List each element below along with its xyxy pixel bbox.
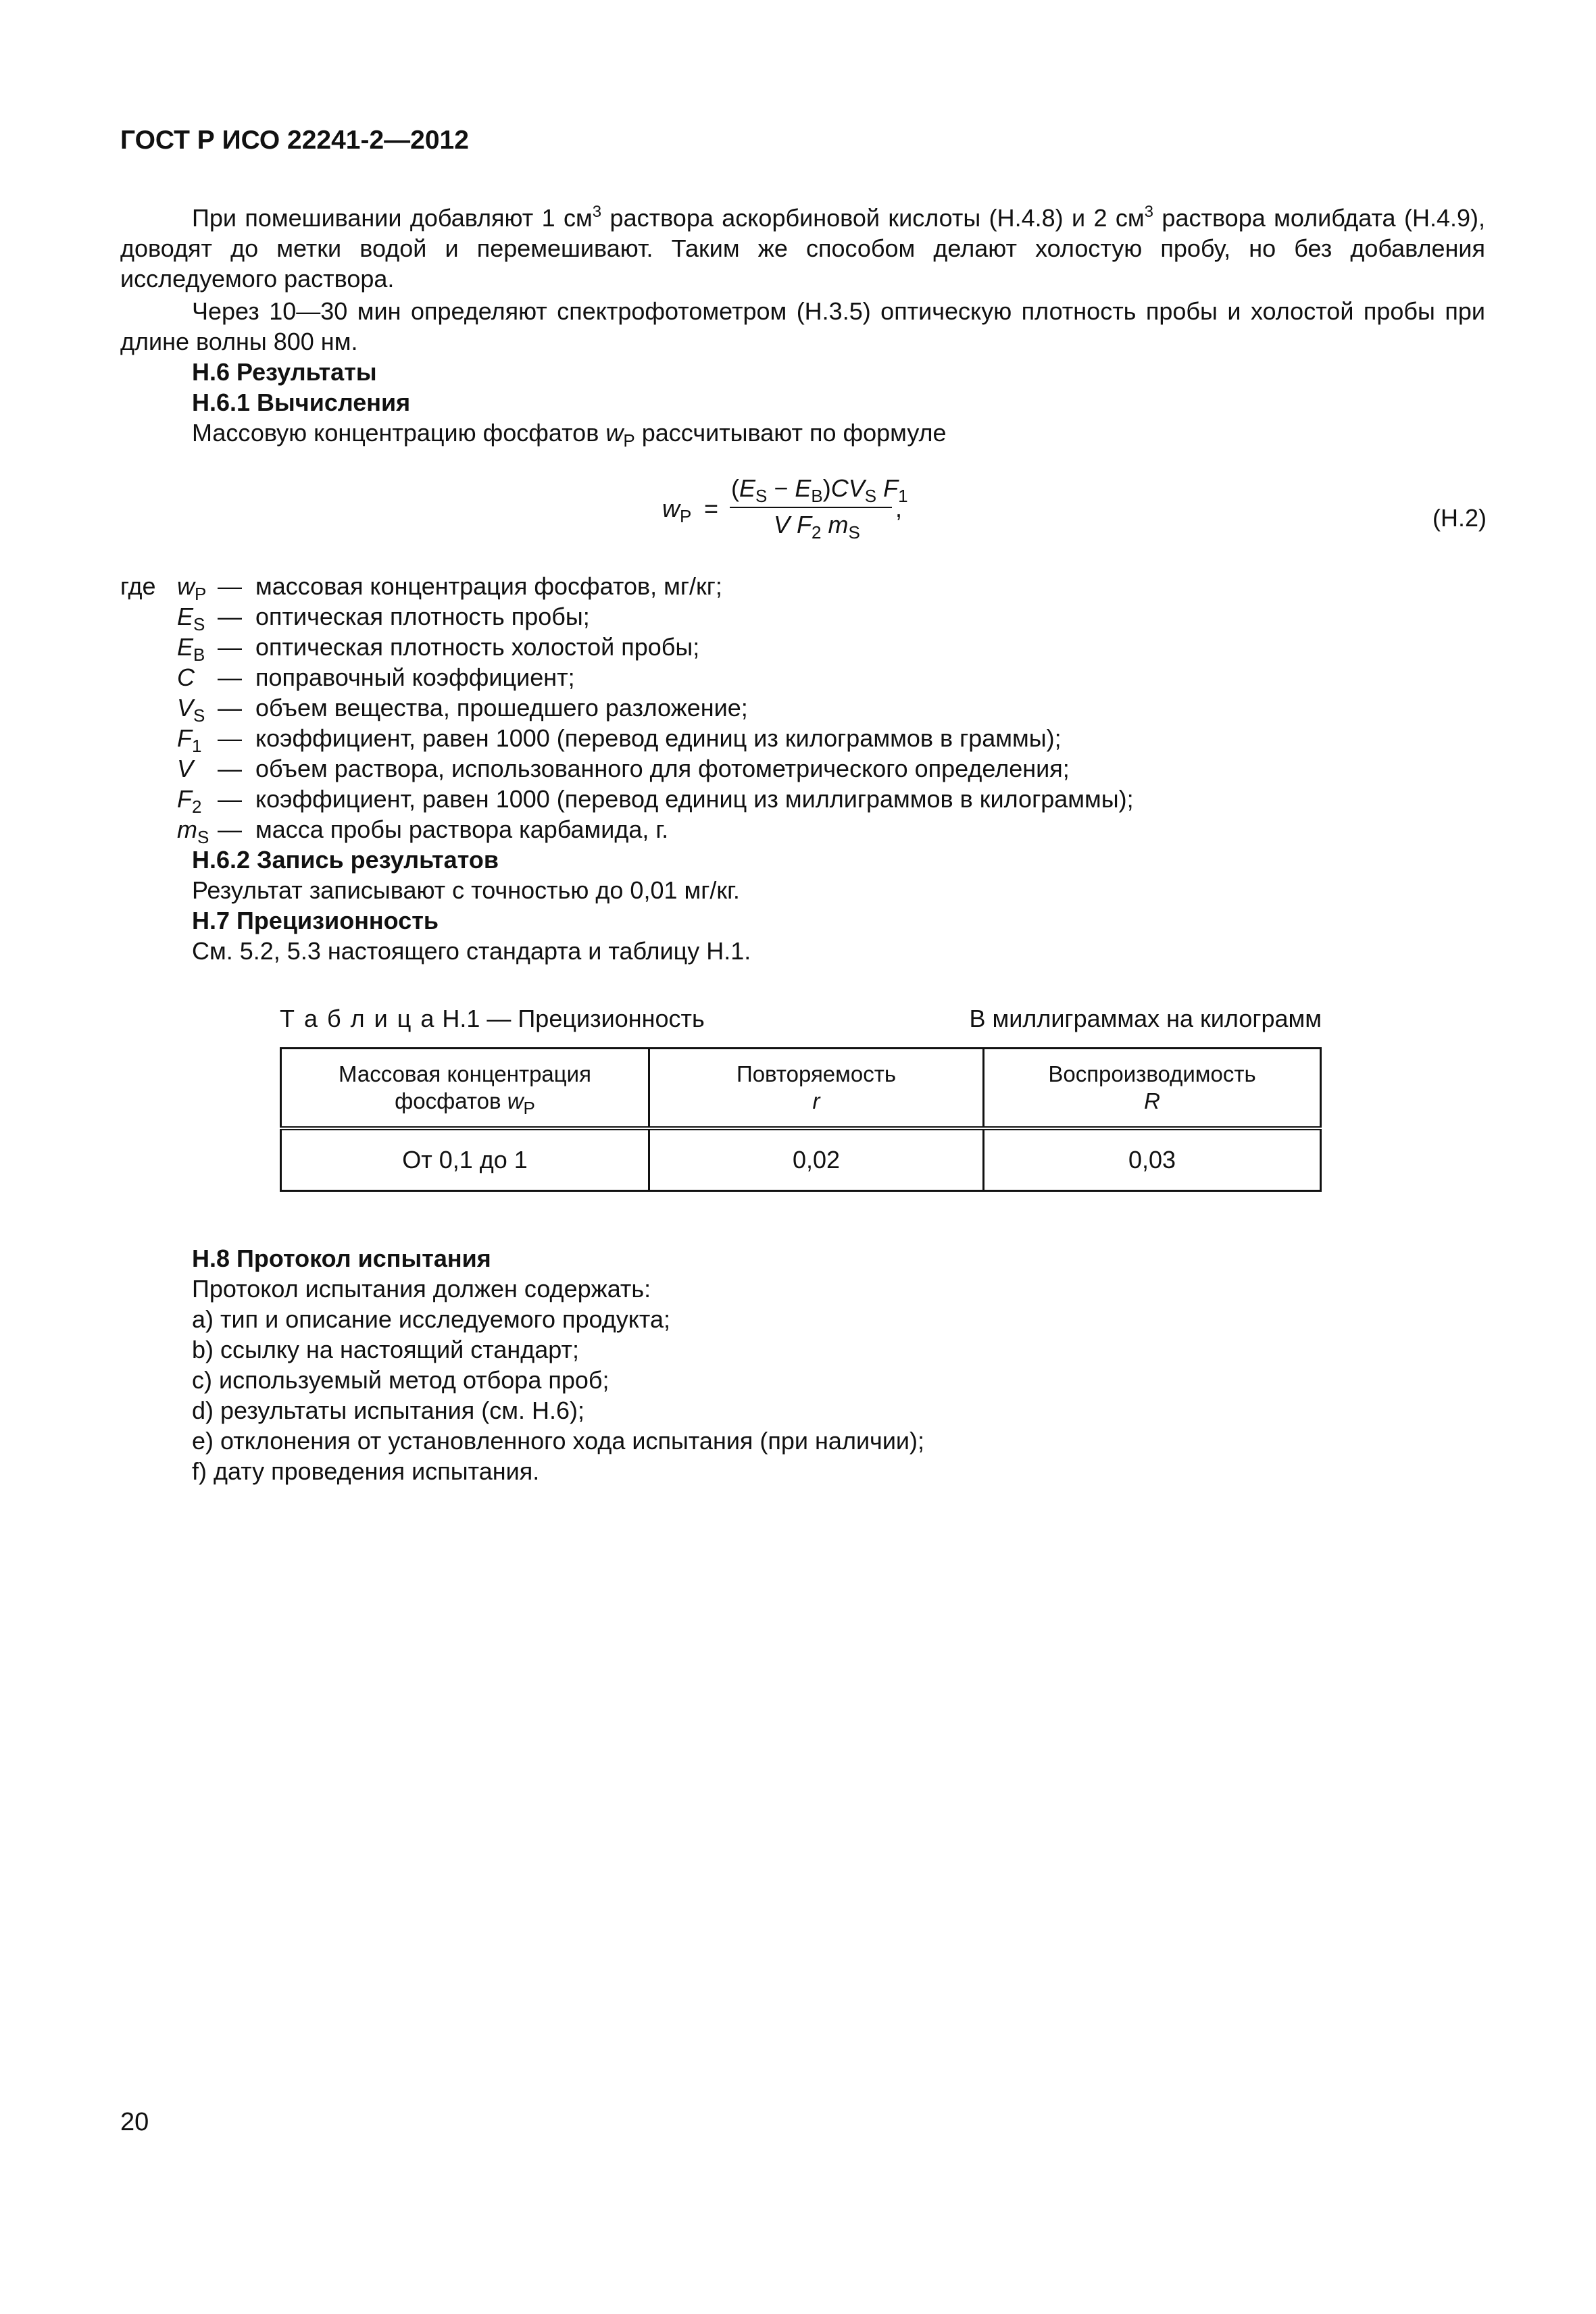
subscript: 2 (192, 797, 202, 817)
symbol: w (177, 572, 195, 600)
definition-dash: — (218, 724, 242, 752)
intro-text-c: раствора молибдата (Н.4.9), доводят до метки водой и перемешивают. Таким же способом делают холостую пробу, но без добавления исследуемого раствора. (120, 204, 1485, 293)
caption-label: Т а б л и ц а (280, 1005, 436, 1032)
symbol: V (177, 694, 194, 722)
symbol-f: F (876, 474, 899, 502)
subscript: 2 (812, 522, 822, 543)
section-h62-text: Результат записывают с точностью до 0,01 мг/кг. (192, 876, 740, 904)
symbol-r-upper: R (1144, 1088, 1160, 1113)
table-units: В миллиграммах на килограмм (969, 1005, 1322, 1032)
header-repeatability (649, 1049, 984, 1129)
definition-text: оптическая плотность холостой пробы; (255, 633, 700, 661)
subscript: B (193, 645, 205, 665)
definition-dash: — (218, 694, 242, 722)
symbol-vf: V F (774, 511, 812, 538)
text-fragment: рассчитывают по формуле (634, 419, 947, 447)
definition-text: поправочный коэффициент; (255, 663, 575, 691)
fraction-bar (730, 507, 892, 508)
header-concentration (281, 1049, 649, 1129)
table-header-row (281, 1049, 1321, 1129)
definition-symbol (177, 693, 212, 726)
definition-text: объем раствора, использованного для фотометрического определения; (255, 755, 1070, 782)
text-fragment: ( (731, 474, 739, 502)
formula-h2 (655, 473, 939, 554)
table-cell: 0,02 (649, 1128, 984, 1191)
section-h62-title: Н.6.2 Запись результатов (192, 846, 499, 874)
section-h7-text: См. 5.2, 5.3 настоящего стандарта и таблицу Н.1. (192, 937, 751, 965)
subscript: P (680, 506, 692, 526)
symbol: m (177, 815, 197, 843)
definition-symbol (177, 814, 212, 845)
symbol-w: w (662, 495, 680, 522)
subscript: P (523, 1098, 535, 1118)
text-fragment: − (767, 474, 795, 502)
definition-dash: — (218, 815, 242, 843)
definition-text: масса пробы раствора карбамида, г. (255, 815, 669, 843)
table-row (281, 1128, 1321, 1191)
symbol-cv: CV (830, 474, 865, 502)
caption-title: Н.1 — Прецизионность (435, 1005, 705, 1032)
definition-dash: — (218, 572, 242, 600)
definition-text: оптическая плотность пробы; (255, 603, 590, 630)
protocol-item: c) используемый метод отбора проб; (192, 1366, 609, 1394)
subscript: B (811, 486, 823, 506)
header-line2: фосфатов (395, 1088, 507, 1113)
formula-equals: = (704, 495, 719, 522)
table-cell: 0,03 (984, 1128, 1321, 1191)
superscript-3: 3 (1144, 203, 1154, 221)
definition-symbol (177, 601, 212, 632)
subscript: S (848, 522, 860, 543)
header-line1: Воспроизводимость (1048, 1061, 1256, 1086)
intro-text-b: раствора аскорбиновой кислоты (Н.4.8) и 2 см (601, 204, 1145, 232)
precision-table (280, 1047, 1322, 1192)
where-label: где (120, 572, 156, 600)
symbol: E (177, 633, 194, 661)
definition-dash: — (218, 755, 242, 782)
protocol-item: a) тип и описание исследуемого продукта; (192, 1305, 670, 1333)
subscript: S (193, 614, 205, 634)
subscript: S (197, 827, 209, 847)
symbol: F (177, 724, 192, 752)
formula-lhs (662, 495, 692, 526)
superscript-3: 3 (592, 203, 602, 221)
header-line1: Массовая концентрация (338, 1061, 591, 1086)
definition-text: коэффициент, равен 1000 (перевод единиц из миллиграммов в килограммы); (255, 785, 1134, 813)
subscript: 1 (898, 486, 908, 506)
subscript: S (193, 705, 205, 726)
protocol-item: f) дату проведения испытания. (192, 1457, 540, 1485)
header-line1: Повторяемость (736, 1061, 897, 1086)
symbol-w: w (507, 1088, 524, 1113)
definition-symbol (177, 662, 212, 693)
intro-text-a: При помешивании добавляют 1 см (192, 204, 593, 232)
definition-text: объем вещества, прошедшего разложение; (255, 694, 748, 722)
definition-symbol (177, 632, 212, 665)
protocol-item: d) результаты испытания (см. Н.6); (192, 1397, 585, 1424)
text-fragment: Массовую концентрацию фосфатов (192, 419, 606, 447)
page-number: 20 (120, 2108, 149, 2136)
section-h8-intro: Протокол испытания должен содержать: (192, 1275, 651, 1303)
section-h7-title: Н.7 Прецизионность (192, 907, 439, 934)
definition-symbol (177, 784, 212, 817)
definition-symbol (177, 571, 212, 604)
symbol-m: m (821, 511, 849, 538)
definition-text: коэффициент, равен 1000 (перевод единиц из килограммов в граммы); (255, 724, 1062, 752)
formula-number: (Н.2) (1432, 504, 1487, 532)
symbol-e: E (795, 474, 812, 502)
section-h8-title: Н.8 Протокол испытания (192, 1244, 491, 1272)
subscript: S (864, 486, 877, 506)
text-fragment: ) (822, 474, 831, 502)
subscript: S (755, 486, 768, 506)
symbol-w: w (605, 419, 624, 447)
table-caption (280, 1003, 705, 1034)
protocol-item: e) отклонения от установленного хода испытания (при наличии); (192, 1427, 925, 1455)
definition-dash: — (218, 603, 242, 630)
subscript: P (623, 430, 635, 451)
definition-dash: — (218, 785, 242, 813)
definition-symbol (177, 753, 212, 784)
symbol: V (177, 755, 194, 782)
intro-paragraph-1 (120, 203, 1485, 294)
formula-numerator (731, 474, 908, 506)
symbol-e: E (739, 474, 756, 502)
protocol-item: b) ссылку на настоящий стандарт; (192, 1336, 580, 1363)
definition-text: массовая концентрация фосфатов, мг/кг; (255, 572, 722, 600)
symbol: C (177, 663, 195, 691)
definition-symbol (177, 723, 212, 756)
formula-comma: , (895, 495, 903, 522)
header-reproducibility (984, 1049, 1321, 1129)
section-h6-title: Н.6 Результаты (192, 358, 377, 386)
symbol-r: r (812, 1088, 820, 1113)
document-header: ГОСТ Р ИСО 22241-2—2012 (120, 126, 469, 155)
definition-dash: — (218, 633, 242, 661)
symbol: E (177, 603, 194, 630)
definition-dash: — (218, 663, 242, 691)
intro-paragraph-2: Через 10—30 мин определяют спектрофотометром (Н.3.5) оптическую плотность пробы и холостой пробы при длине волны 800 нм. (120, 297, 1485, 355)
subscript: 1 (192, 736, 202, 756)
table-cell: От 0,1 до 1 (281, 1128, 649, 1191)
section-h61-title: Н.6.1 Вычисления (192, 388, 411, 416)
section-h61-text (192, 418, 947, 451)
subscript: P (195, 584, 207, 604)
symbol: F (177, 785, 192, 813)
formula-denominator (774, 511, 860, 543)
